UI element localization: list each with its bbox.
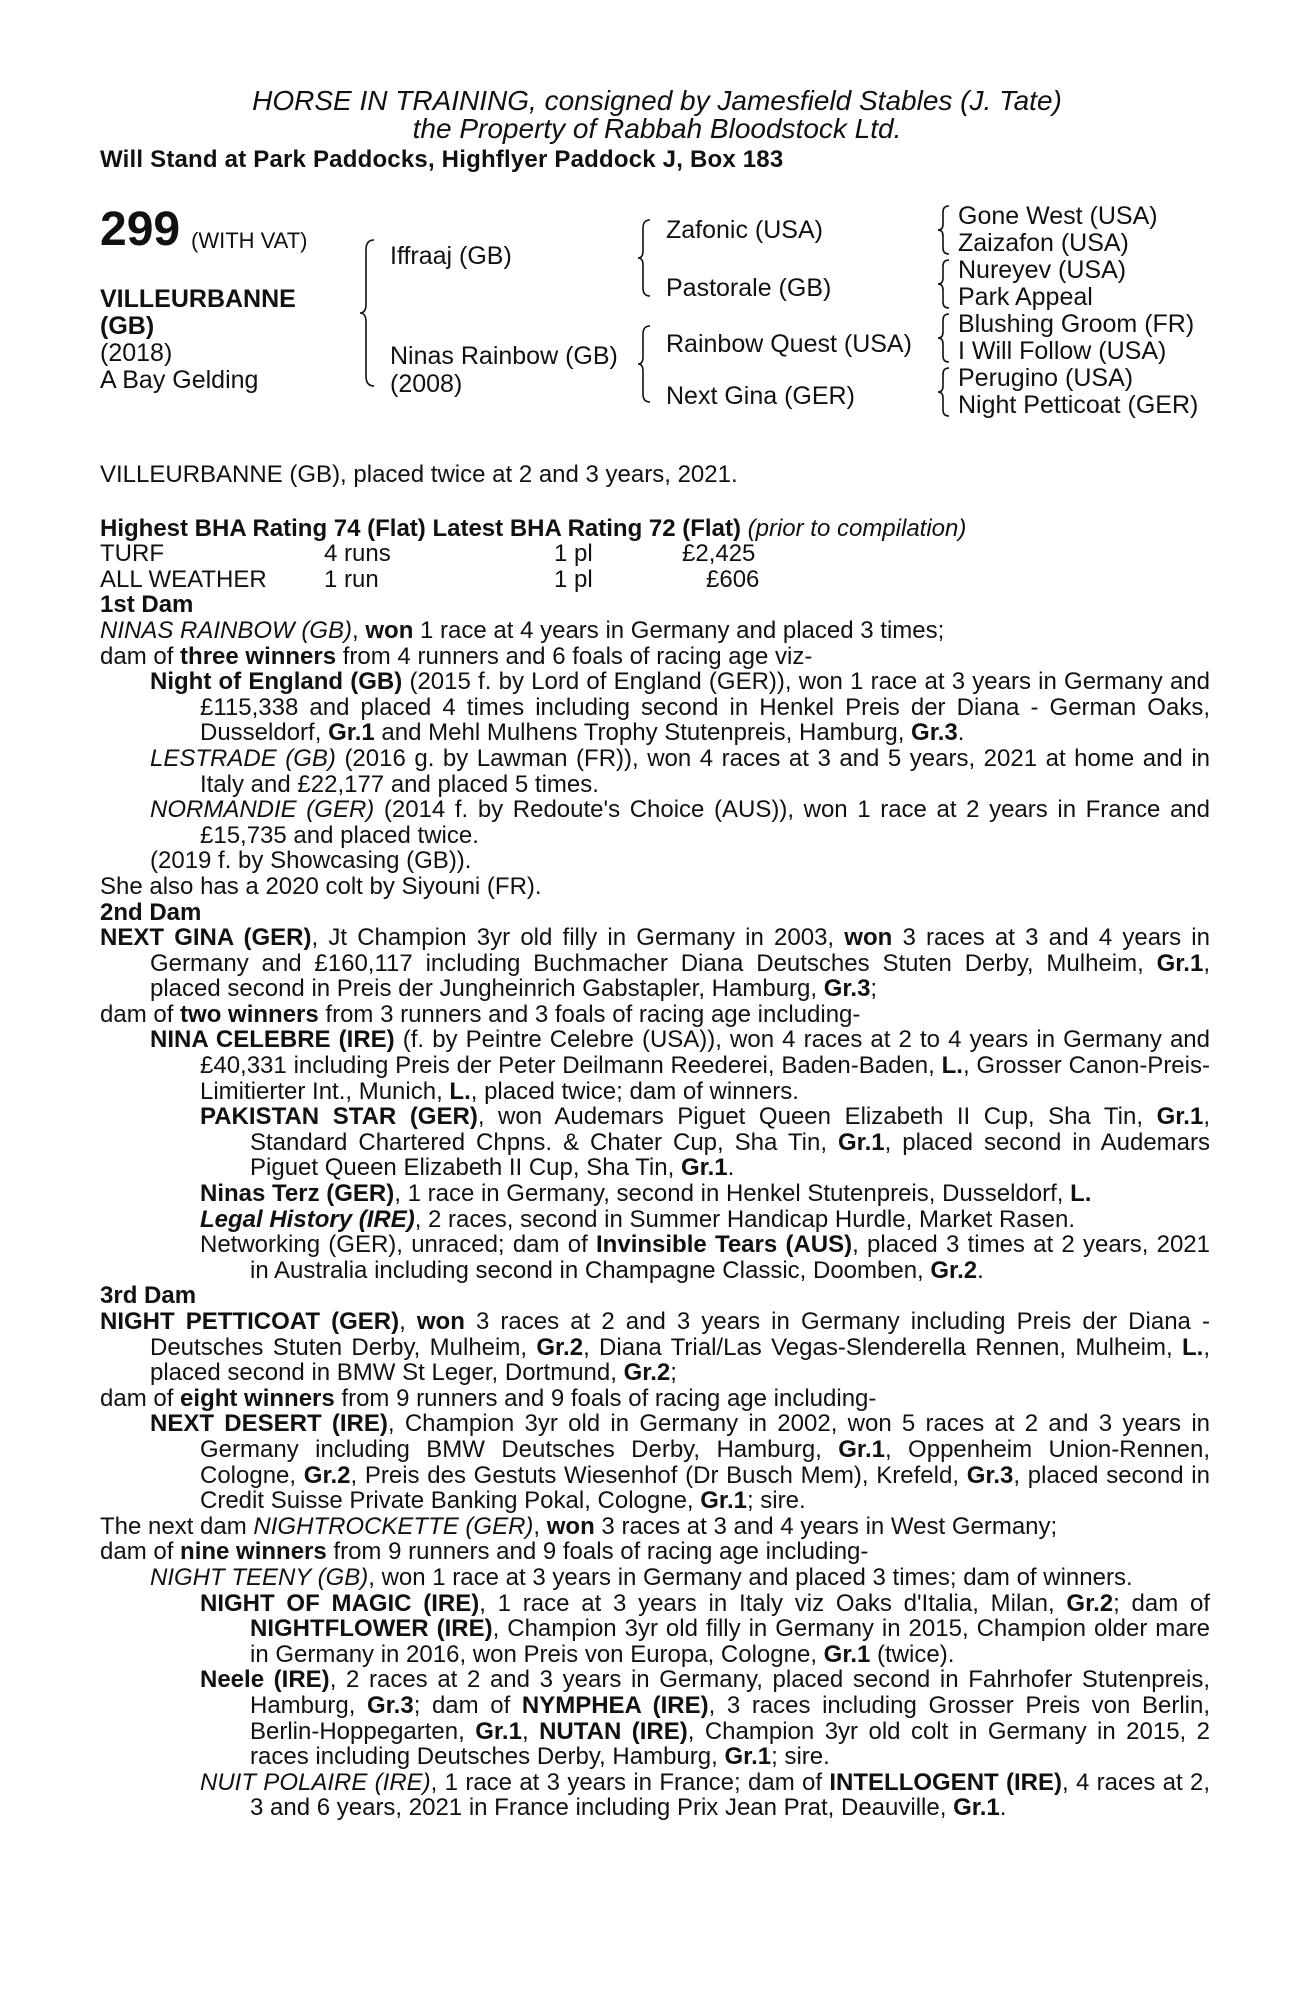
pedigree-dss: Blushing Groom (FR) <box>958 310 1195 338</box>
lot-number: 299 <box>100 203 181 256</box>
stand-location: Will Stand at Park Paddocks, Highflyer Paddock J, Box 183 <box>100 146 784 173</box>
dam4-produce: dam of nine winners from 9 runners and 9 foals of racing age including- <box>100 1538 869 1566</box>
dam3-offspring-1: NEXT DESERT (IRE), Champion 3yr old in Germany in 2002, won 5 races at 2 and 3 years in Germany including BMW Deutsches Derby, Hamburg, Gr.1, Oppenheim Union-Rennen, Cologne, Gr.2, Preis des Gestuts Wiesenhof (Dr Busch Mem), Krefeld, Gr.3, placed second in Credit Suisse Private Banking Pokal, Cologne, Gr.1; sire. <box>150 1410 1211 1515</box>
dam2-record: NEXT GINA (GER), Jt Champion 3yr old filly in Germany in 2003, won 3 races at 3 and 4 years in Germany and £160,117 including Buchmacher Diana Deutsches Stuten Derby, Mulheim, Gr.1, placed second in Preis der Jungheinrich Gabstapler, Hamburg, Gr.3; <box>100 924 1210 1003</box>
dam1-offspring-2: LESTRADE (GB) (2016 g. by Lawman (FR)), won 4 races at 3 and 5 years, 2021 at home and in Italy and £22,177 and placed 5 times. <box>150 744 1210 798</box>
dam3-produce: dam of eight winners from 9 runners and 9 foals of racing age including- <box>100 1384 877 1412</box>
horse-country: (GB) <box>100 312 155 340</box>
record-row-turf: TURF 4 runs 1 pl £2,425 <box>100 540 756 568</box>
pedigree-bracket-sire <box>638 218 654 298</box>
dam1-note: She also has a 2020 colt by Siyouni (FR). <box>100 872 542 900</box>
dam1-offspring-4: (2019 f. by Showcasing (GB)). <box>150 847 472 875</box>
pedigree-sire-sire: Zafonic (USA) <box>666 216 823 244</box>
pedigree-bracket-dd <box>938 366 952 418</box>
dam3-record: NIGHT PETTICOAT (GER), won 3 races at 2 and 3 years in Germany including Preis der Diana - Deutsches Stuten Derby, Mulheim, Gr.2, Diana Trial/Las Vegas-Slenderella Rennen, Mulheim, L., placed second in BMW St Leger, Dortmund, Gr.2; <box>100 1308 1211 1387</box>
record-row-all-weather: ALL WEATHER 1 run 1 pl £606 <box>100 565 760 593</box>
consignor-line: HORSE IN TRAINING, consigned by Jamesfield Stables (J. Tate) <box>252 85 1062 116</box>
property-line: the Property of Rabbah Bloodstock Ltd. <box>412 113 902 144</box>
pedigree-bracket-dam <box>638 324 654 404</box>
dam4-offspring-1: NIGHT TEENY (GB), won 1 race at 3 years in Germany and placed 3 times; dam of winners. <box>150 1563 1133 1591</box>
dam2-grand-3: Legal History (IRE), 2 races, second in Summer Handicap Hurdle, Market Rasen. <box>200 1205 1075 1233</box>
dam3-heading: 3rd Dam <box>100 1282 197 1310</box>
pedigree-sire-dam: Pastorale (GB) <box>666 274 832 302</box>
catalogue-text <box>100 462 1210 1821</box>
pedigree-dam-year: (2008) <box>390 370 463 398</box>
dam1-offspring-1: Night of England (GB) (2015 f. by Lord of England (GER)), won 1 race at 3 years in Germany and £115,338 and placed 4 times including second in Henkel Preis der Diana - German Oaks, Dusseldorf, Gr.1 and Mehl Mulhens Trophy Stutenpreis, Hamburg, Gr.3. <box>150 668 1210 747</box>
dam2-offspring-1: NINA CELEBRE (IRE) (f. by Peintre Celebre (USA)), won 4 races at 2 to 4 years in Germany and £40,331 including Preis der Peter Deilmann Reederei, Baden-Baden, L., Grosser Canon-Preis-Limitierter Int., Munich, L., placed twice; dam of winners. <box>150 1026 1210 1105</box>
pedigree-sss: Gone West (USA) <box>958 202 1158 230</box>
pedigree-dsd: I Will Follow (USA) <box>958 337 1167 365</box>
dam2-heading: 2nd Dam <box>100 898 202 926</box>
pedigree-sdd: Park Appeal <box>958 283 1093 311</box>
pedigree-ddd: Night Petticoat (GER) <box>958 391 1199 419</box>
dam2-grand-2: Ninas Terz (GER), 1 race in Germany, second in Henkel Stutenpreis, Dusseldorf, L. <box>200 1180 1092 1208</box>
horse-description: A Bay Gelding <box>100 366 259 394</box>
pedigree-ssd: Zaizafon (USA) <box>958 229 1129 257</box>
dam2-grand-4: Networking (GER), unraced; dam of Invinsible Tears (AUS), placed 3 times at 2 years, 2021 in Australia including second in Champagne Classic, Doomben, Gr.2. <box>200 1231 1210 1284</box>
pedigree-dam-dam: Next Gina (GER) <box>666 382 855 410</box>
pedigree-bracket-main <box>360 238 380 388</box>
dam4-grand-2: Neele (IRE), 2 races at 2 and 3 years in Germany, placed second in Fahrhofer Stutenpreis, Hamburg, Gr.3; dam of NYMPHEA (IRE), 3 races including Grosser Preis von Berlin, Berlin-Hoppegarten, Gr.1, NUTAN (IRE), Champion 3yr old colt in Germany in 2015, 2 races including Deutsches Derby, Hamburg, Gr.1; sire. <box>200 1666 1211 1771</box>
dam2-produce: dam of two winners from 3 runners and 3 foals of racing age including- <box>100 1000 861 1028</box>
pedigree-bracket-sd <box>938 258 952 310</box>
pedigree-sds: Nureyev (USA) <box>958 256 1127 284</box>
race-summary: VILLEURBANNE (GB), placed twice at 2 and 3 years, 2021. <box>100 461 738 488</box>
pedigree-dam: Ninas Rainbow (GB) <box>390 342 618 370</box>
dam1-heading: 1st Dam <box>100 591 194 619</box>
dam1-offspring-3: NORMANDIE (GER) (2014 f. by Redoute's Choice (AUS)), won 1 race at 2 years in France and £15,735 and placed twice. <box>150 796 1210 849</box>
dam2-grand-1: PAKISTAN STAR (GER), won Audemars Piguet Queen Elizabeth II Cup, Sha Tin, Gr.1, Standard Chartered Chpns. & Chater Cup, Sha Tin, Gr.1, placed second in Audemars Piguet Queen Elizabeth II Cup, Sha Tin, Gr.1. <box>200 1103 1210 1182</box>
horse-name: VILLEURBANNE <box>100 285 296 313</box>
vat-note: (WITH VAT) <box>191 228 308 253</box>
horse-info <box>100 286 296 394</box>
dam1-record: NINAS RAINBOW (GB), won 1 race at 4 years in Germany and placed 3 times; <box>100 616 945 644</box>
pedigree-sire: Iffraaj (GB) <box>390 242 512 270</box>
dam4-grand-1: NIGHT OF MAGIC (IRE), 1 race at 3 years in Italy viz Oaks d'Italia, Milan, Gr.2; dam of NIGHTFLOWER (IRE), Champion 3yr old filly in Germany in 2015, Champion older mare in Germany in 2016, won Preis von Europa, Cologne, Gr.1 (twice). <box>200 1589 1211 1668</box>
foaling-year: (2018) <box>100 339 173 367</box>
dam4-record: The next dam NIGHTROCKETTE (GER), won 3 races at 3 and 4 years in West Germany; <box>100 1512 1058 1540</box>
pedigree-bracket-ss <box>938 204 952 256</box>
pedigree-bracket-ds <box>938 312 952 364</box>
pedigree-dam-sire: Rainbow Quest (USA) <box>666 330 912 358</box>
pedigree-dds: Perugino (USA) <box>958 364 1134 392</box>
dam1-produce: dam of three winners from 4 runners and 6 foals of racing age viz- <box>100 642 813 670</box>
dam4-offspring-2: NUIT POLAIRE (IRE), 1 race at 3 years in France; dam of INTELLOGENT (IRE), 4 races at 2, 3 and 6 years, 2021 in France including Prix Jean Prat, Deauville, Gr.1. <box>200 1768 1211 1822</box>
bha-rating: Highest BHA Rating 74 (Flat) Latest BHA Rating 72 (Flat) (prior to compilation) <box>100 514 967 542</box>
